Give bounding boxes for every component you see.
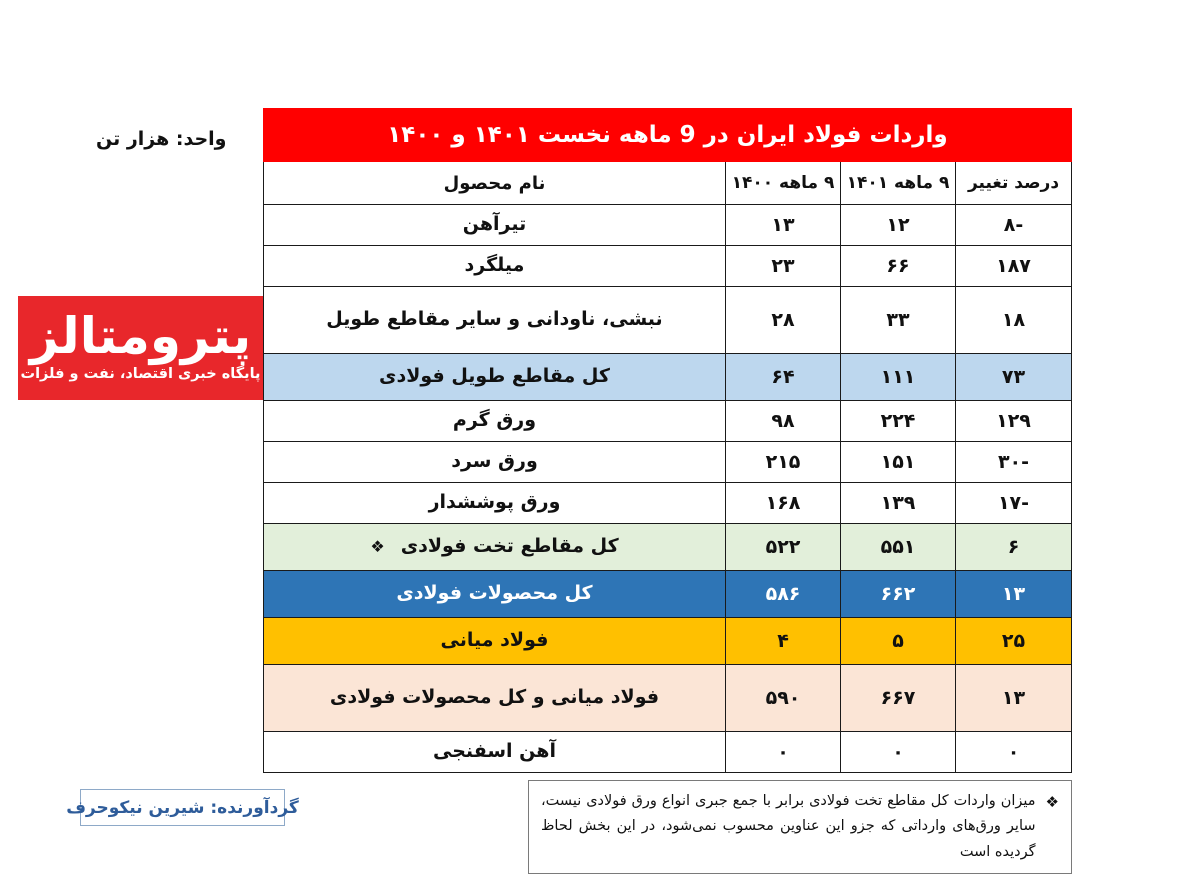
column-header-change: درصد تغییر bbox=[956, 162, 1072, 205]
cell-product: کل مقاطع طویل فولادی bbox=[263, 354, 725, 401]
table-row bbox=[263, 401, 1071, 442]
cell-1400: ۴ bbox=[726, 618, 841, 665]
table-row bbox=[263, 483, 1071, 524]
cell-change: ۲۵ bbox=[956, 618, 1072, 665]
cell-product: نبشی، ناودانی و سایر مقاطع طویل bbox=[263, 287, 725, 354]
cell-product: آهن اسفنجی bbox=[263, 732, 725, 773]
product-name-with-bullet bbox=[264, 534, 725, 560]
cell-1401: ۱۲ bbox=[841, 205, 956, 246]
table-row bbox=[263, 732, 1071, 773]
credit-box bbox=[66, 789, 299, 826]
cell-1400: ۵۲۲ bbox=[726, 524, 841, 571]
cell-1400: ۲۸ bbox=[726, 287, 841, 354]
table-header-row bbox=[263, 162, 1071, 205]
table-body bbox=[263, 205, 1071, 773]
table-row bbox=[263, 665, 1071, 732]
cell-product: ورق گرم bbox=[263, 401, 725, 442]
row-bullet-icon: ❖ bbox=[370, 536, 385, 556]
cell-1401: ۶۶۲ bbox=[841, 571, 956, 618]
cell-1400: ۵۸۶ bbox=[726, 571, 841, 618]
footnote-box bbox=[528, 780, 1072, 874]
table-row bbox=[263, 205, 1071, 246]
cell-1401: ۳۳ bbox=[841, 287, 956, 354]
cell-1401: ۲۲۴ bbox=[841, 401, 956, 442]
table-row bbox=[263, 287, 1071, 354]
cell-1401: ۱۱۱ bbox=[841, 354, 956, 401]
logo-wordmark: پترومتالز bbox=[29, 306, 252, 365]
cell-change: ۱۳ bbox=[956, 571, 1072, 618]
table-row bbox=[263, 246, 1071, 287]
cell-1400: ۲۱۵ bbox=[726, 442, 841, 483]
cell-1401: ۰ bbox=[841, 732, 956, 773]
cell-change: -۱۷ bbox=[956, 483, 1072, 524]
table-row bbox=[263, 618, 1071, 665]
credit-text: گردآورنده: شیرین نیکوحرف bbox=[66, 797, 299, 818]
cell-1400: ۶۴ bbox=[726, 354, 841, 401]
table-row bbox=[263, 442, 1071, 483]
table-title: واردات فولاد ایران در 9 ماهه نخست ۱۴۰۱ و ۱۴۰۰ bbox=[263, 109, 1071, 162]
cell-1400: ۰ bbox=[726, 732, 841, 773]
cell-product: تیرآهن bbox=[263, 205, 725, 246]
table-title-row bbox=[263, 109, 1071, 162]
cell-change: ۰ bbox=[956, 732, 1072, 773]
cell-change: -۳۰ bbox=[956, 442, 1072, 483]
cell-1401: ۶۶ bbox=[841, 246, 956, 287]
cell-product: فولاد میانی و کل محصولات فولادی bbox=[263, 665, 725, 732]
cell-change: ۱۳ bbox=[956, 665, 1072, 732]
cell-product: کل محصولات فولادی bbox=[263, 571, 725, 618]
table-row bbox=[263, 354, 1071, 401]
cell-1401: ۶۶۷ bbox=[841, 665, 956, 732]
column-header-product: نام محصول bbox=[263, 162, 725, 205]
steel-imports-table bbox=[263, 108, 1072, 773]
cell-product: فولاد میانی bbox=[263, 618, 725, 665]
cell-product bbox=[263, 524, 725, 571]
cell-1401: ۱۳۹ bbox=[841, 483, 956, 524]
unit-label: واحد: هزار تن bbox=[96, 128, 227, 150]
cell-change: ۱۸ bbox=[956, 287, 1072, 354]
cell-1401: ۵۵۱ bbox=[841, 524, 956, 571]
column-header-1401: ۹ ماهه ۱۴۰۱ bbox=[841, 162, 956, 205]
table-row bbox=[263, 571, 1071, 618]
petromettals-logo bbox=[18, 296, 263, 400]
cell-product: ورق سرد bbox=[263, 442, 725, 483]
cell-change: ۱۲۹ bbox=[956, 401, 1072, 442]
cell-change: ۷۳ bbox=[956, 354, 1072, 401]
cell-1400: ۹۸ bbox=[726, 401, 841, 442]
cell-1400: ۱۶۸ bbox=[726, 483, 841, 524]
cell-1400: ۲۳ bbox=[726, 246, 841, 287]
cell-change: ۱۸۷ bbox=[956, 246, 1072, 287]
footnote-text: میزان واردات کل مقاطع تخت فولادی برابر با جمع جبری انواع ورق فولادی نیست، سایر ورق‌های وارداتی که جزو این عناوین محسوب نمی‌شود، در این بخش لحاظ گردیده است bbox=[541, 793, 1036, 860]
cell-1400: ۱۳ bbox=[726, 205, 841, 246]
cell-change: ۶ bbox=[956, 524, 1072, 571]
product-name-text: کل مقاطع تخت فولادی bbox=[400, 535, 619, 558]
cell-change: -۸ bbox=[956, 205, 1072, 246]
logo-tagline: پایگاه خبری اقتصاد، نفت و فلزات bbox=[20, 365, 261, 382]
footnote-bullet-icon: ❖ bbox=[1045, 793, 1059, 811]
cell-product: میلگرد bbox=[263, 246, 725, 287]
table-row bbox=[263, 524, 1071, 571]
cell-product: ورق پوششدار bbox=[263, 483, 725, 524]
cell-1400: ۵۹۰ bbox=[726, 665, 841, 732]
cell-1401: ۵ bbox=[841, 618, 956, 665]
column-header-1400: ۹ ماهه ۱۴۰۰ bbox=[726, 162, 841, 205]
cell-1401: ۱۵۱ bbox=[841, 442, 956, 483]
